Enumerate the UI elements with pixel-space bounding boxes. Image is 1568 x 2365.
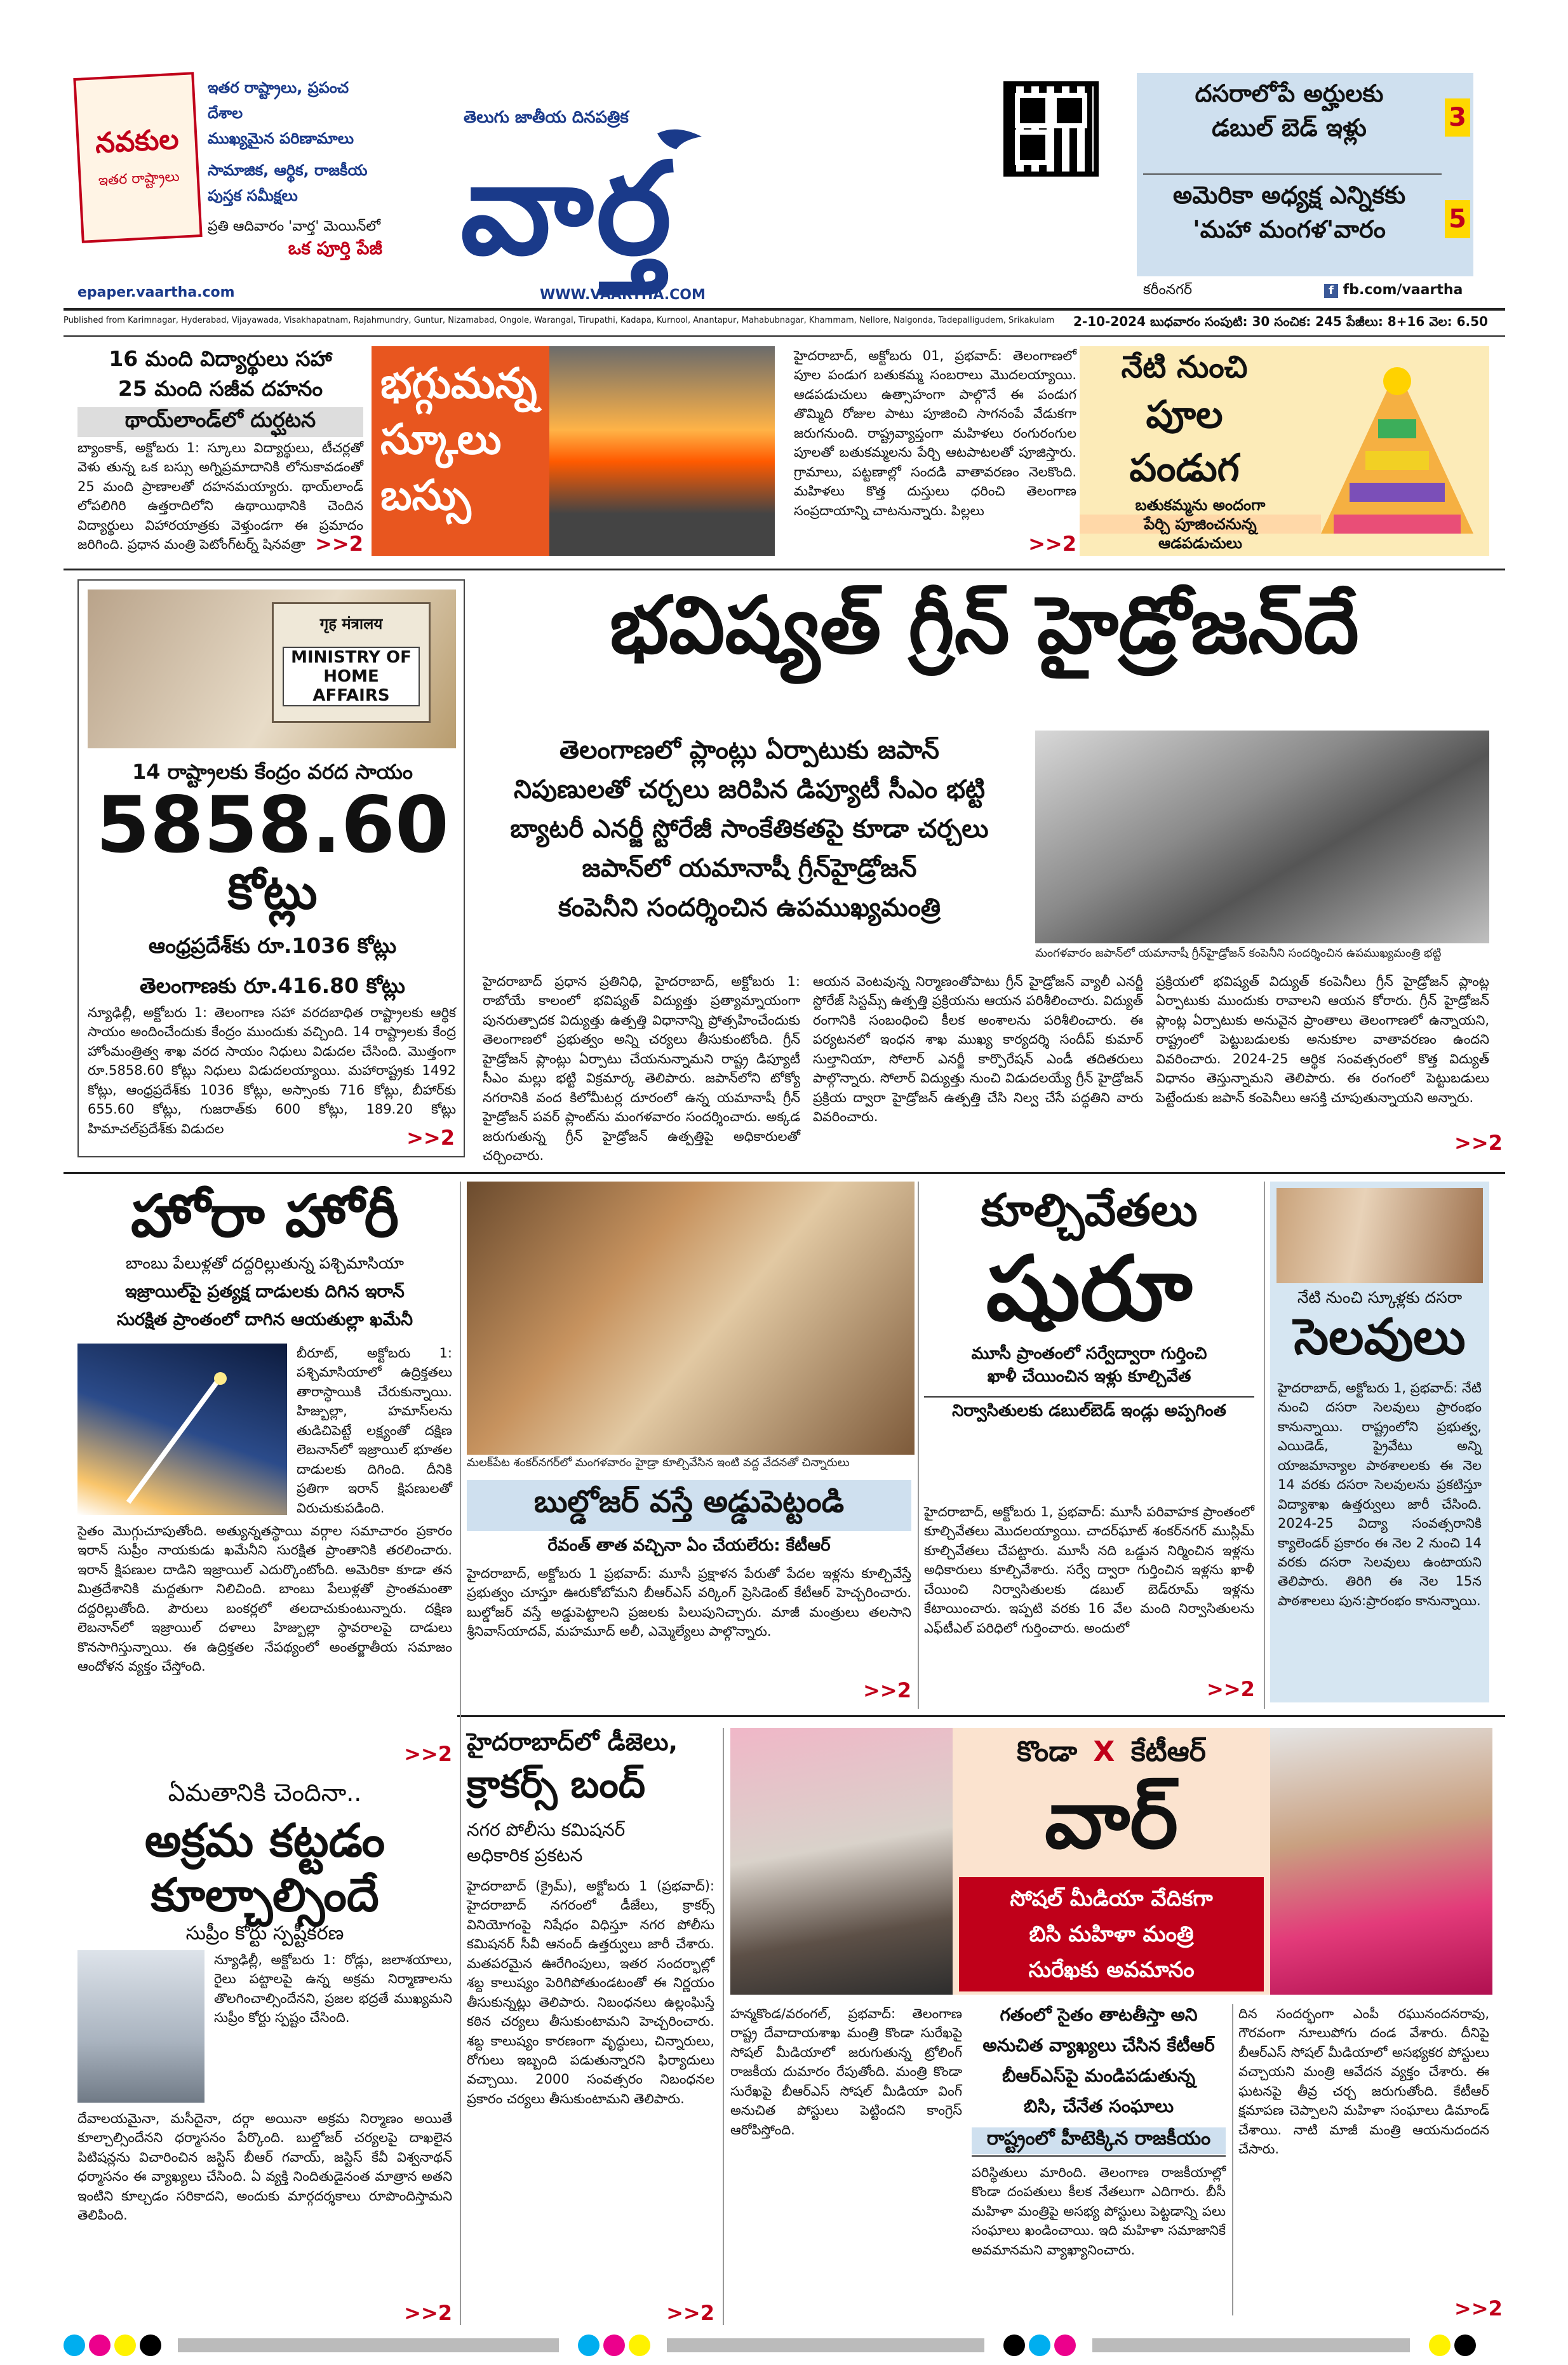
- demolition-head: [924, 1182, 1254, 1424]
- continued-marker[interactable]: >>2: [315, 532, 363, 556]
- konda-deck-b: బిసి మహిళా మంత్రి: [1029, 1922, 1194, 1947]
- konda-body-mid: పరిస్థితులు మారింది. తెలంగాణ రాజకీయాల్లో కొండా దంపతులు కీలక నేతలుగా ఎదిగారు. బీసీ మహిళా మంత్రిపై అసభ్య పోస్టులు పెట్టడాన్ని పలు సంఘాలు ఖండించాయి. ఇది మహిళా సమాజానికే అవమానమని వ్యాఖ్యానించారు.: [972, 2165, 1226, 2258]
- continued-marker[interactable]: >>2: [863, 1678, 911, 1702]
- crackers-sub-a: నగర పోలీసు కమిషనర్: [467, 1819, 626, 1840]
- story-headline-c: థాయ్‌లాండ్‌లో దుర్ఘటన: [77, 407, 363, 437]
- konda-kicker-a: కొండా: [1017, 1735, 1078, 1768]
- konda-deck: [959, 1877, 1264, 1991]
- story-headline-b: 25 మంది సజీవ దహనం: [117, 376, 323, 401]
- crackers-body: హైదరాబాద్ (క్రైమ్), అక్టోబరు 1 (ప్రభవాద్): హైదరాబాద్ నగరంలో డీజేలు, క్రాకర్స్ వినియోగంపై నిషేధం విధిస్తూ నగర పోలీసు కమిషనర్ సీవీ ఆనంద్ ఉత్తర్వులు జారీ చేశారు. మతపరమైన ఊరేగింపులు, ఇతర సందర్భాల్లో శబ్ద కాలుష్యం పెరిగిపోతుండటంతో ఈ నిర్ణయం తీసుకున్నట్లు తెలిపారు. నిబంధనలు ఉల్లంఘిస్తే కఠిన చర్యలు తీసుకుంటామని హెచ్చరించారు. శబ్ద కాలుష్యం కారణంగా వృద్ధులు, చిన్నారులు, రోగులు ఇబ్బంది పడుతున్నారని ఫిర్యాదులు వచ్చాయి. 2000 సంవత్సరం నిబంధనల ప్రకారం చర్యలు తీసుకుంటామని తెలిపారు.: [467, 1878, 714, 2106]
- illegal-body-a: న్యూఢిల్లీ, అక్టోబరు 1: రోడ్లు, జలాశయాలు, రైలు పట్టాలపై ఉన్న అక్రమ నిర్మాణాలను తొలగించాల్సిందేనని, ప్రజల భద్రతే ముఖ్యమని సుప్రీం కోర్టు స్పష్టం చేసింది.: [214, 1952, 452, 2026]
- teaser-text-b: 'మహా మంగళ'వారం: [1193, 215, 1386, 243]
- illegal-body-b: దేవాలయమైనా, మసీదైనా, దర్గా అయినా అక్రమ నిర్మాణం అయితే కూల్చాల్సిందేనని ధర్మాసనం పేర్కొంది. బుల్డోజర్ చర్యలపై దాఖలైన పిటిషన్లను విచారించిన జస్టిస్ బీఆర్ గవాయ్, జస్టిస్ కేవీ విశ్వనాథన్ ధర్మాసనం ఈ వ్యాఖ్యలు చేసింది. ఏ వ్యక్తి నిందితుడైనంత మాత్రాన అతని ఇంటిని కూల్చడం సరికాదని, అందుకు మార్గదర్శకాలు రూపొందిస్తామని తెలిపింది.: [77, 2111, 452, 2223]
- bathukamma-flower-stack: [1315, 356, 1480, 546]
- teaser-text-b: డబుల్ బెడ్ ఇళ్లు: [1212, 114, 1367, 142]
- konda-kicker-b: కేటీఆర్: [1130, 1735, 1206, 1768]
- konda-banner: [730, 1728, 1492, 1995]
- bus-headline-3: బస్సు: [380, 471, 471, 520]
- promo-line: పుస్తక సమీక్షలు: [208, 187, 298, 205]
- konda-inner-c: బీఆర్ఎస్‌పై మండిపడుతున్న: [1002, 2065, 1196, 2086]
- demolition-body-right: హైదరాబాద్, అక్టోబరు 1, ప్రభవాద్: మూసీ పరివాహక ప్రాంతంలో కూల్చివేతలు మొదలయ్యాయి. చాదర్‌ఘాట్ శంకర్‌నగర్ ముస్లిమ్ కూల్చివేతలు చేపట్టారు. మూసీ నది ఒడ్డున నిర్మించిన ఇళ్లను అధికారులు కూల్చివేశారు. సర్వే ద్వారా గుర్తించిన ఇళ్లను ఖాళీ చేయించి నిర్వాసితులకు డబుల్ బెడ్‌రూమ్ ఇళ్లను కేటాయించారు. ఇప్పటి వరకు 16 వేల మంది నిర్వాసితులను ఎఫ్‌టీఎల్ పరిధిలో గుర్తించారు. అందులో: [924, 1504, 1254, 1636]
- teaser-2[interactable]: [1137, 181, 1442, 250]
- story-body: బ్యాంకాక్, అక్టోబరు 1: స్కూలు విద్యార్థులు, టీచర్లతో వెళు తున్న ఒక బస్సు అగ్నిప్రమాదానికి లోనుకావడంతో 25 మంది ప్రాణాలతో దహనమయ్యారు. థాయ్‌లాండ్ లోపలిగిరి ఉత్తరాదిలోని ఉథాయిథానికి చెందిన విద్యార్థులు విహారయాత్రకు వెళ్తుండగా ఈ ప్రమాదం జరిగింది. ప్రధాన మంత్రి పెటోంగ్‌టర్న్ షినవత్రా: [77, 440, 363, 553]
- edition-label: కరీంనగర్: [1143, 282, 1193, 298]
- lead-deck: నిపుణులతో చర్చలు జరిపిన డిప్యూటీ సీఎం భట్టి: [514, 775, 985, 804]
- crackers-head-a: హైదరాబాద్‌లో డీజెలు,: [467, 1728, 678, 1756]
- konda-inner-b: అనుచిత వ్యాఖ్యలు చేసిన కేటీఆర్: [982, 2035, 1215, 2056]
- issue-line: 2-10-2024 బుధవారం సంపుటి: 30 సంచిక: 245 పేజీలు: 8+16 వెల: 6.50: [1073, 314, 1488, 329]
- crackers-story: [467, 1728, 714, 2325]
- bulldozer-sub: రేవంత్ తాత వచ్చినా ఏం చేయలేరు: కేటీఆర్: [547, 1536, 831, 1555]
- bulldozer-headline: బుల్డోజర్ వస్తే అడ్డుపెట్టండి: [467, 1480, 911, 1531]
- continued-marker[interactable]: >>2: [1454, 2296, 1503, 2321]
- teaser-1-page: 3: [1445, 98, 1470, 137]
- bathukamma-head-c: పండుగ: [1129, 446, 1240, 490]
- continued-marker[interactable]: >>2: [1028, 532, 1076, 556]
- missile-photo: [77, 1344, 287, 1515]
- bathukamma-head-a: నేటి నుంచి: [1121, 349, 1248, 385]
- promo-lines: [208, 75, 382, 263]
- promo-stamp: [73, 72, 202, 243]
- teaser-2-page: 5: [1445, 200, 1470, 238]
- promo-footer-b: ఒక పూర్తి పేజీ: [288, 238, 382, 259]
- konda-deck-a: సోషల్ మీడియా వేదికగా: [1010, 1886, 1213, 1911]
- relief-box: [77, 579, 465, 1157]
- ministry-photo: [88, 590, 456, 748]
- bathukamma-head-b: పూల: [1146, 393, 1223, 437]
- konda-kicker: [959, 1735, 1264, 1775]
- story-headline: 16 మంది విద్యార్థులు సహా: [109, 346, 332, 371]
- war-deck: బాంబు పేలుళ్లతో దద్దరిల్లుతున్న పశ్చిమాసియా: [125, 1254, 405, 1272]
- konda-deck-c: సురేఖకు అవమానం: [1028, 1957, 1195, 1983]
- demolition-head-b: షురూ: [986, 1237, 1193, 1341]
- war-body-a: బీరూట్, అక్టోబరు 1: పశ్చిమాసియాలో ఉద్రిక్తతలు తారాస్థాయికి చేరుకున్నాయి. హిజ్బుల్లా, హమాస్‌లను తుడిచిపెట్టే లక్ష్యంతో దక్షిణ లెబనాన్‌లో ఇజ్రాయిల్ భూతల దాడులకు దిగింది. దీనికి ప్రతిగా ఇరాన్ క్షిపణులతో విరుచుకుపడింది.: [297, 1345, 452, 1516]
- ministry-sign-english: MINISTRY OF HOME AFFAIRS: [283, 647, 420, 706]
- bulldozer-story: [467, 1480, 911, 1702]
- demolition-deck-c: నిర్వాసితులకు డబుల్‌బెడ్ ఇండ్లు అప్పగింత: [924, 1396, 1254, 1424]
- tagline: తెలుగు జాతీయ దినపత్రిక: [464, 108, 629, 127]
- left-promo-box: [77, 75, 382, 278]
- crackers-head-b: క్రాకర్స్ బంద్: [467, 1762, 646, 1807]
- relief-ap: ఆంధ్రప్రదేశ్‌కు రూ.1036 కోట్లు: [148, 933, 397, 958]
- demolition-deck-b: ఖాళీ చేయించిన ఇళ్లు కూల్చివేత: [987, 1367, 1191, 1386]
- lead-deck: జపాన్‌లో యమానాషీ గ్రీన్‌హైడ్రోజన్: [582, 854, 917, 883]
- holidays-body: హైదరాబాద్, అక్టోబరు 1, ప్రభవాద్: నేటి నుంచి దసరా సెలవులు ప్రారంభం కానున్నాయి. రాష్ట్రంలోని ప్రభుత్వ, ఎయిడెడ్, ప్రైవేటు అన్ని యాజమాన్యాల పాఠశాలలకు ఈ నెల 14 వరకు దసరా సెలవులను ప్రకటిస్తూ విద్యాశాఖ ఉత్తర్వులు జారీ చేసింది. 2024-25 విద్యా సంవత్సరానికి క్యాలెండర్ ప్రకారం ఈ నెల 2 నుంచి 14 వరకు దసరా సెలవులు ఉంటాయని తెలిపారు. తిరిగి ఈ నెల 15న పాఠశాలలు పున:ప్రారంభం కానున్నాయి.: [1278, 1380, 1482, 1608]
- promo-stamp-title: నవకుల: [94, 123, 180, 160]
- qr-code[interactable]: [1003, 81, 1099, 177]
- supreme-court-photo: [77, 1950, 204, 2103]
- masthead-title: వార్త: [460, 135, 674, 283]
- illegal-head-a: అక్రమ కట్టడం: [144, 1814, 385, 1867]
- continued-marker[interactable]: >>2: [404, 1742, 452, 1766]
- war-deck: ఇజ్రాయిల్‌పై ప్రత్యక్ష దాడులకు దిగిన ఇరాన్: [125, 1282, 405, 1302]
- demolition-caption: మలక్‌పేట శంకర్‌నగర్‌లో మంగళవారం హైడ్రా కూల్చివేసిన ఇంటి వద్ద వేదనతో చిన్నారులు: [467, 1456, 850, 1469]
- demolition-photo: [467, 1182, 915, 1455]
- facebook-link[interactable]: [1324, 282, 1463, 298]
- bus-fire-block: [372, 346, 775, 556]
- lead-column-2: ఆయన వెంటవున్న నిర్మాణంతోపాటు గ్రీన్ హైడ్రోజన్ వ్యాలీ ఎనర్జీ స్టోరేజ్ సిస్టమ్స్ ఉత్పత్తి ప్రక్రియను ఆయన పరిశీలించారు. విద్యుత్ రంగానికి సంబంధించి కీలక అంశాలను పరిశీలించారు. ఈ పర్యటనలో ఇంధన శాఖ ముఖ్య కార్యదర్శి సందీప్ కుమార్ సుల్తానియా, సోలార్ ఎనర్జీ కార్పొరేషన్ ఎండీ తదితరులు పాల్గొన్నారు. సోలార్ విద్యుత్తు నుంచి విడుదలయ్యే గ్రీన్ హైడ్రోజన్ ప్రక్రియ ద్వారా హైడ్రోజన్ ఉత్పత్తి చేసి నిల్వ చేసే పద్ధతిని వారు వివరించారు.: [813, 974, 1143, 1125]
- promo-footer: ప్రతి ఆదివారం 'వార్త' మెయిన్‌లో: [208, 219, 381, 234]
- ktr-photo: [730, 1728, 953, 1995]
- bathukamma-story: [794, 346, 1076, 556]
- bathukamma-sub-b: పేర్చి పూజించనున్న: [1080, 515, 1321, 534]
- konda-inner-a: గతంలో సైతం తాటతీస్తా అని: [1000, 2004, 1198, 2025]
- lead-photo: [1035, 731, 1489, 943]
- story-body: హైదరాబాద్, అక్టోబరు 01, ప్రభవాద్: తెలంగాణలో పూల పండుగ బతుకమ్మ సంబరాలు మొదలయ్యాయి. ఆడపడుచులు ఉత్సాహంగా పాల్గొనే ఈ పండుగ తొమ్మిది రోజుల పాటు పూజించి సాగనంపే వేడుకగా జరుగనుంది. రాష్ట్రవ్యాప్తంగా మహిళలు రంగురంగుల పూలతో బతుకమ్మలను పేర్చి ఆటపాటలతో పూజిస్తారు. గ్రామాలు, పట్టణాల్లో సందడి వాతావరణం నెలకొంది. మహిళలు కొత్త దుస్తులు ధరించి తెలంగాణ సంప్రదాయాన్ని చాటనున్నారు. పిల్లలు: [794, 348, 1076, 518]
- bus-headline-1: భగ్గుమన్న: [380, 359, 537, 408]
- promo-stamp-sub: ఇతర రాష్ట్రాలు: [98, 168, 180, 189]
- bus-fire-photo: [549, 346, 775, 556]
- konda-photo: [1270, 1728, 1492, 1995]
- promo-line: ముఖ్యమైన పరిణామాలు: [208, 130, 354, 147]
- demolition-head-a: కూల్చివేతలు: [981, 1184, 1198, 1236]
- website-url[interactable]: WWW.VAARTHA.COM: [540, 287, 706, 303]
- continued-marker[interactable]: >>2: [666, 2301, 714, 2325]
- illegal-story: [77, 1779, 452, 2325]
- thailand-story: [77, 346, 363, 556]
- relief-tg: తెలంగాణకు రూ.416.80 కోట్లు: [140, 973, 405, 998]
- lead-deck: కంపెనీని సందర్శించిన ఉపముఖ్యమంత్రి: [558, 893, 941, 922]
- teaser-box: [1137, 73, 1473, 276]
- war-body-b: సైతం మొగ్గుచూపుతోంది. అత్యున్నతస్థాయి వర్గాల సమాచారం ప్రకారం ఇరాన్ సుప్రీం నాయకుడు ఖమేనీని సురక్షిత ప్రాంతానికి తరలించారు. ఇరాన్ క్షిపణుల దాడిని ఇజ్రాయిల్ ఎదుర్కొంటోంది. అమెరికా కూడా తన మిత్రదేశానికి మద్దతుగా నిలిచింది. బాంబు పేలుళ్లతో ప్రాంతమంతా దద్దరిల్లుతోంది. పౌరులు బంకర్లలో తలదాచుకుంటున్నారు. దక్షిణ లెబనాన్‌లో ఇజ్రాయిల్ దళాలు హిజ్బుల్లా స్థావరాలపై దాడులు కొనసాగిస్తున్నాయి. ఈ ఉద్రిక్తతల నేపథ్యంలో అంతర్జాతీయ సమాజం ఆందోళన వ్యక్తం చేస్తోంది.: [77, 1523, 452, 1674]
- promo-line: సామాజిక, ఆర్థిక, రాజకీయ: [208, 161, 368, 179]
- demolition-deck: మూసీ ప్రాంతంలో సర్వేద్వారా గుర్తించి: [971, 1344, 1207, 1363]
- facebook-url: fb.com/vaartha: [1343, 282, 1463, 298]
- continued-marker[interactable]: >>2: [404, 2301, 452, 2325]
- teaser-1[interactable]: [1137, 79, 1442, 148]
- bus-headline: [380, 356, 537, 523]
- illegal-kicker: ఏమతానికి చెందినా..: [168, 1779, 362, 1807]
- lead-deck: బ్యాటరీ ఎనర్జీ స్టోరేజీ సాంకేతికతపై కూడా చర్చలు: [510, 814, 989, 844]
- teaser-text: దసరాలోపే అర్హులకు: [1195, 79, 1384, 107]
- bathukamma-sub: [1080, 495, 1321, 553]
- continued-marker[interactable]: >>2: [1207, 1677, 1255, 1701]
- konda-head: వార్: [1044, 1772, 1179, 1867]
- crackers-sub-b: అధికారిక ప్రకటన: [467, 1845, 583, 1866]
- illegal-sub: సుప్రీం కోర్టు స్పష్టీకరణ: [185, 1922, 344, 1944]
- war-story: [77, 1182, 452, 1766]
- war-headline: హోరా హోరీ: [130, 1182, 399, 1250]
- teaser-text: అమెరికా అధ్యక్ష ఎన్నికకు: [1172, 181, 1406, 209]
- konda-body-right: దిన సందర్భంగా ఎంపీ రఘునందనరావు, గౌరవంగా నూలుపోగు దండ వేశారు. దీనిపై బీఆర్ఎస్ సోషల్ మీడియాలో అసభ్యకర పోస్టులు వచ్చాయని మంత్రి ఆవేదన వ్యక్తం చేశారు. ఈ ఘటనపై తీవ్ర చర్చ జరుగుతోంది. కేటీఆర్ క్షమాపణ చెప్పాలని మహిళా సంఘాలు డిమాండ్ చేశాయి. నాటి మాజీ మంత్రి ఆయనుదందన చేసారు.: [1238, 2006, 1489, 2157]
- masthead-logo: [448, 127, 968, 283]
- ministry-sign-hindi: गृह मंत्रालय: [319, 615, 383, 633]
- konda-inner-e: రాష్ట్రంలో హీటెక్కిన రాజకీయం: [972, 2127, 1226, 2154]
- continued-marker[interactable]: >>2: [1454, 1131, 1503, 1155]
- bathukamma-banner: [1080, 346, 1489, 556]
- relief-body: న్యూఢిల్లీ, అక్టోబరు 1: తెలంగాణ సహా వరదబాధిత రాష్ట్రాలకు ఆర్థిక సాయం అందించేందుకు కేంద్రం ముందుకు వచ్చింది. 14 రాష్ట్రాలకు కేంద్ర హోంమంత్రిత్వ శాఖ వరద సాయం నిధులు విడుదల చేసింది. మొత్తంగా రూ.5858.60 కోట్లు నిధులు విడుదలయ్యాయి. మహారాష్ట్రకు 1492 కోట్లు, ఆంధ్రప్రదేశ్‌కు 1036 కోట్లు, అస్సాంకు 716 కోట్లు, బీహార్‌కు 655.60 కోట్లు, గుజరాత్‌కు 600 కోట్లు, 189.20 కోట్లు హిమాచల్‌ప్రదేశ్‌కు విడుదల: [88, 1005, 456, 1136]
- konda-inner-box: [972, 2004, 1226, 2157]
- facebook-icon: f: [1324, 284, 1338, 298]
- print-registration-strip: [64, 2335, 1505, 2360]
- konda-kicker-x: X: [1093, 1735, 1115, 1768]
- relief-unit: కోట్లు: [227, 863, 318, 920]
- continued-marker[interactable]: >>2: [406, 1126, 455, 1150]
- illegal-head-b: కూల్చాల్సిందే: [151, 1868, 379, 1922]
- konda-body-left: హన్మకొండ/వరంగల్, ప్రభవాద్: తెలంగాణ రాష్ట్ర దేవాదాయశాఖ మంత్రి కొండా సురేఖపై సోషల్ మీడియాలో జరుగుతున్న ట్రోలింగ్ రాజకీయ దుమారం రేపుతోంది. మంత్రి కొండా సురేఖపై బీఆర్ఎస్ సోషల్ మీడియా వింగ్ అనుచిత పోస్టులు పెట్టిందని కాంగ్రెస్ ఆరోపిస్తోంది.: [730, 2006, 962, 2138]
- bathukamma-sub-c: ఆడపడుచులు: [1158, 534, 1242, 552]
- relief-amount: 5858.60: [96, 780, 449, 870]
- lead-decks: [479, 731, 1019, 927]
- konda-inner-d: బిసి, చేనేత సంఘాలు: [1023, 2096, 1174, 2117]
- published-from: Published from Karimnagar, Hyderabad, Vijayawada, Visakhapatnam, Rajahmundry, Guntur, Nizamabad, Ongole, Warangal, Tirupathi, Kadapa, Kurnool, Anantapur, Mahabubnagar, Khammam, Nellore, Nalgonda, Tadepalligudem, Srikakulam: [64, 316, 1055, 325]
- bulldozer-body: హైదరాబాద్, అక్టోబరు 1 ప్రభవాద్: మూసీ ప్రక్షాళన పేరుతో పేదల ఇళ్లను కూల్చివేస్తే ప్రభుత్వం చూస్తూ ఊరుకోబోమని బీఆర్ఎస్ వర్కింగ్ ప్రెసిడెంట్ కేటీఆర్ హెచ్చరించారు. బుల్డోజర్ వస్తే అడ్డుపెట్టాలని ప్రజలకు పిలుపునిచ్చారు. మాజీ మంత్రులు తలసాని శ్రీనివాస్‌యాదవ్, మహమూద్ అలీ, ఎమ్మెల్యేలు పాల్గొన్నారు.: [467, 1566, 911, 1640]
- holidays-story: [1270, 1182, 1489, 1702]
- schoolkids-photo: [1277, 1188, 1483, 1283]
- ministry-sign: [272, 602, 431, 723]
- war-deck: సురక్షిత ప్రాంతంలో దాగిన ఆయతుల్లా ఖమేనీ: [116, 1310, 413, 1330]
- holidays-kicker: నేటి నుంచి స్కూళ్లకు దసరా: [1297, 1288, 1463, 1307]
- lead-deck: తెలంగాణలో ప్లాంట్లు ఏర్పాటుకు జపాన్: [560, 736, 939, 765]
- lead-column-3: ప్రక్రియలో భవిష్యత్ విద్యుత్ కంపెనీలు గ్రీన్ హైడ్రోజన్ ప్లాంట్ల ఏర్పాటుకు ముందుకు రావాలని ఆయన కోరారు. గ్రీన్ హైడ్రోజన్ ప్లాంట్ల ఏర్పాటుకు అనువైన ప్రాంతాలు తెలంగాణలో ఉన్నాయని, రాష్ట్రంలో పెట్టుబడులకు అనుకూల వాతావరణం ఉందని వివరించారు. 2024-25 ఆర్థిక సంవత్సరంలో కొత్త విద్యుత్ విధానం తెస్తున్నామని తెలిపారు. ఈ రంగంలో పెట్టుబడులు పెట్టేందుకు జపాన్ కంపెనీలు ఆసక్తి చూపుతున్నాయని అన్నారు.: [1156, 974, 1489, 1105]
- lead-photo-caption: మంగళవారం జపాన్‌లో యమానాషీ గ్రీన్‌హైడ్రోజన్ కంపెనీని సందర్శించిన ఉపముఖ్యమంత్రి భట్టి: [1035, 947, 1442, 960]
- lead-column-1: హైదరాబాద్ ప్రధాన ప్రతినిధి, హైదరాబాద్, అక్టోబరు 1: రాబోయే కాలంలో భవిష్యత్ విద్యుత్తు ప్రత్యామ్నాయంగా పునరుత్పాదక విద్యుత్తు ఉత్పత్తి విధానాన్ని ప్రోత్సహించేందుకు తెలంగాణలో ప్రభుత్వం అన్ని చర్యలు తీసుకుంటోంది. గ్రీన్ హైడ్రోజన్ ప్లాంట్లు ఏర్పాటు చేయనున్నామని రాష్ట్ర డిప్యూటీ సీఎం మల్లు భట్టి విక్రమార్క తెలిపారు. జపాన్‌లోని టోక్యో నగరానికి వంద కిలోమీటర్ల దూరంలో ఉన్న యమానాషీ గ్రీన్ హైడ్రోజన్ పవర్ ప్లాంట్‌ను మంగళవారం సందర్శించారు. అక్కడ జరుగుతున్న గ్రీన్ హైడ్రోజన్ ఉత్పత్తిపై అధికారులతో చర్చించారు.: [483, 974, 800, 1163]
- bathukamma-head: [1089, 349, 1280, 499]
- holidays-head: సెలవులు: [1294, 1309, 1466, 1366]
- lead-headline: భవిష్యత్ గ్రీన్ హైడ్రోజన్‌దే: [610, 580, 1359, 671]
- promo-line: ఇతర రాష్ట్రాలు, ప్రపంచ దేశాల: [208, 79, 349, 122]
- epaper-url[interactable]: epaper.vaartha.com: [77, 285, 235, 300]
- bathukamma-sub-a: బతుకమ్మను అందంగా: [1135, 496, 1266, 514]
- missile-icon: [77, 1344, 287, 1515]
- relief-kicker: 14 రాష్ట్రాలకు కేంద్రం వరద సాయం: [131, 760, 413, 784]
- bus-headline-2: స్కూలు: [380, 415, 502, 464]
